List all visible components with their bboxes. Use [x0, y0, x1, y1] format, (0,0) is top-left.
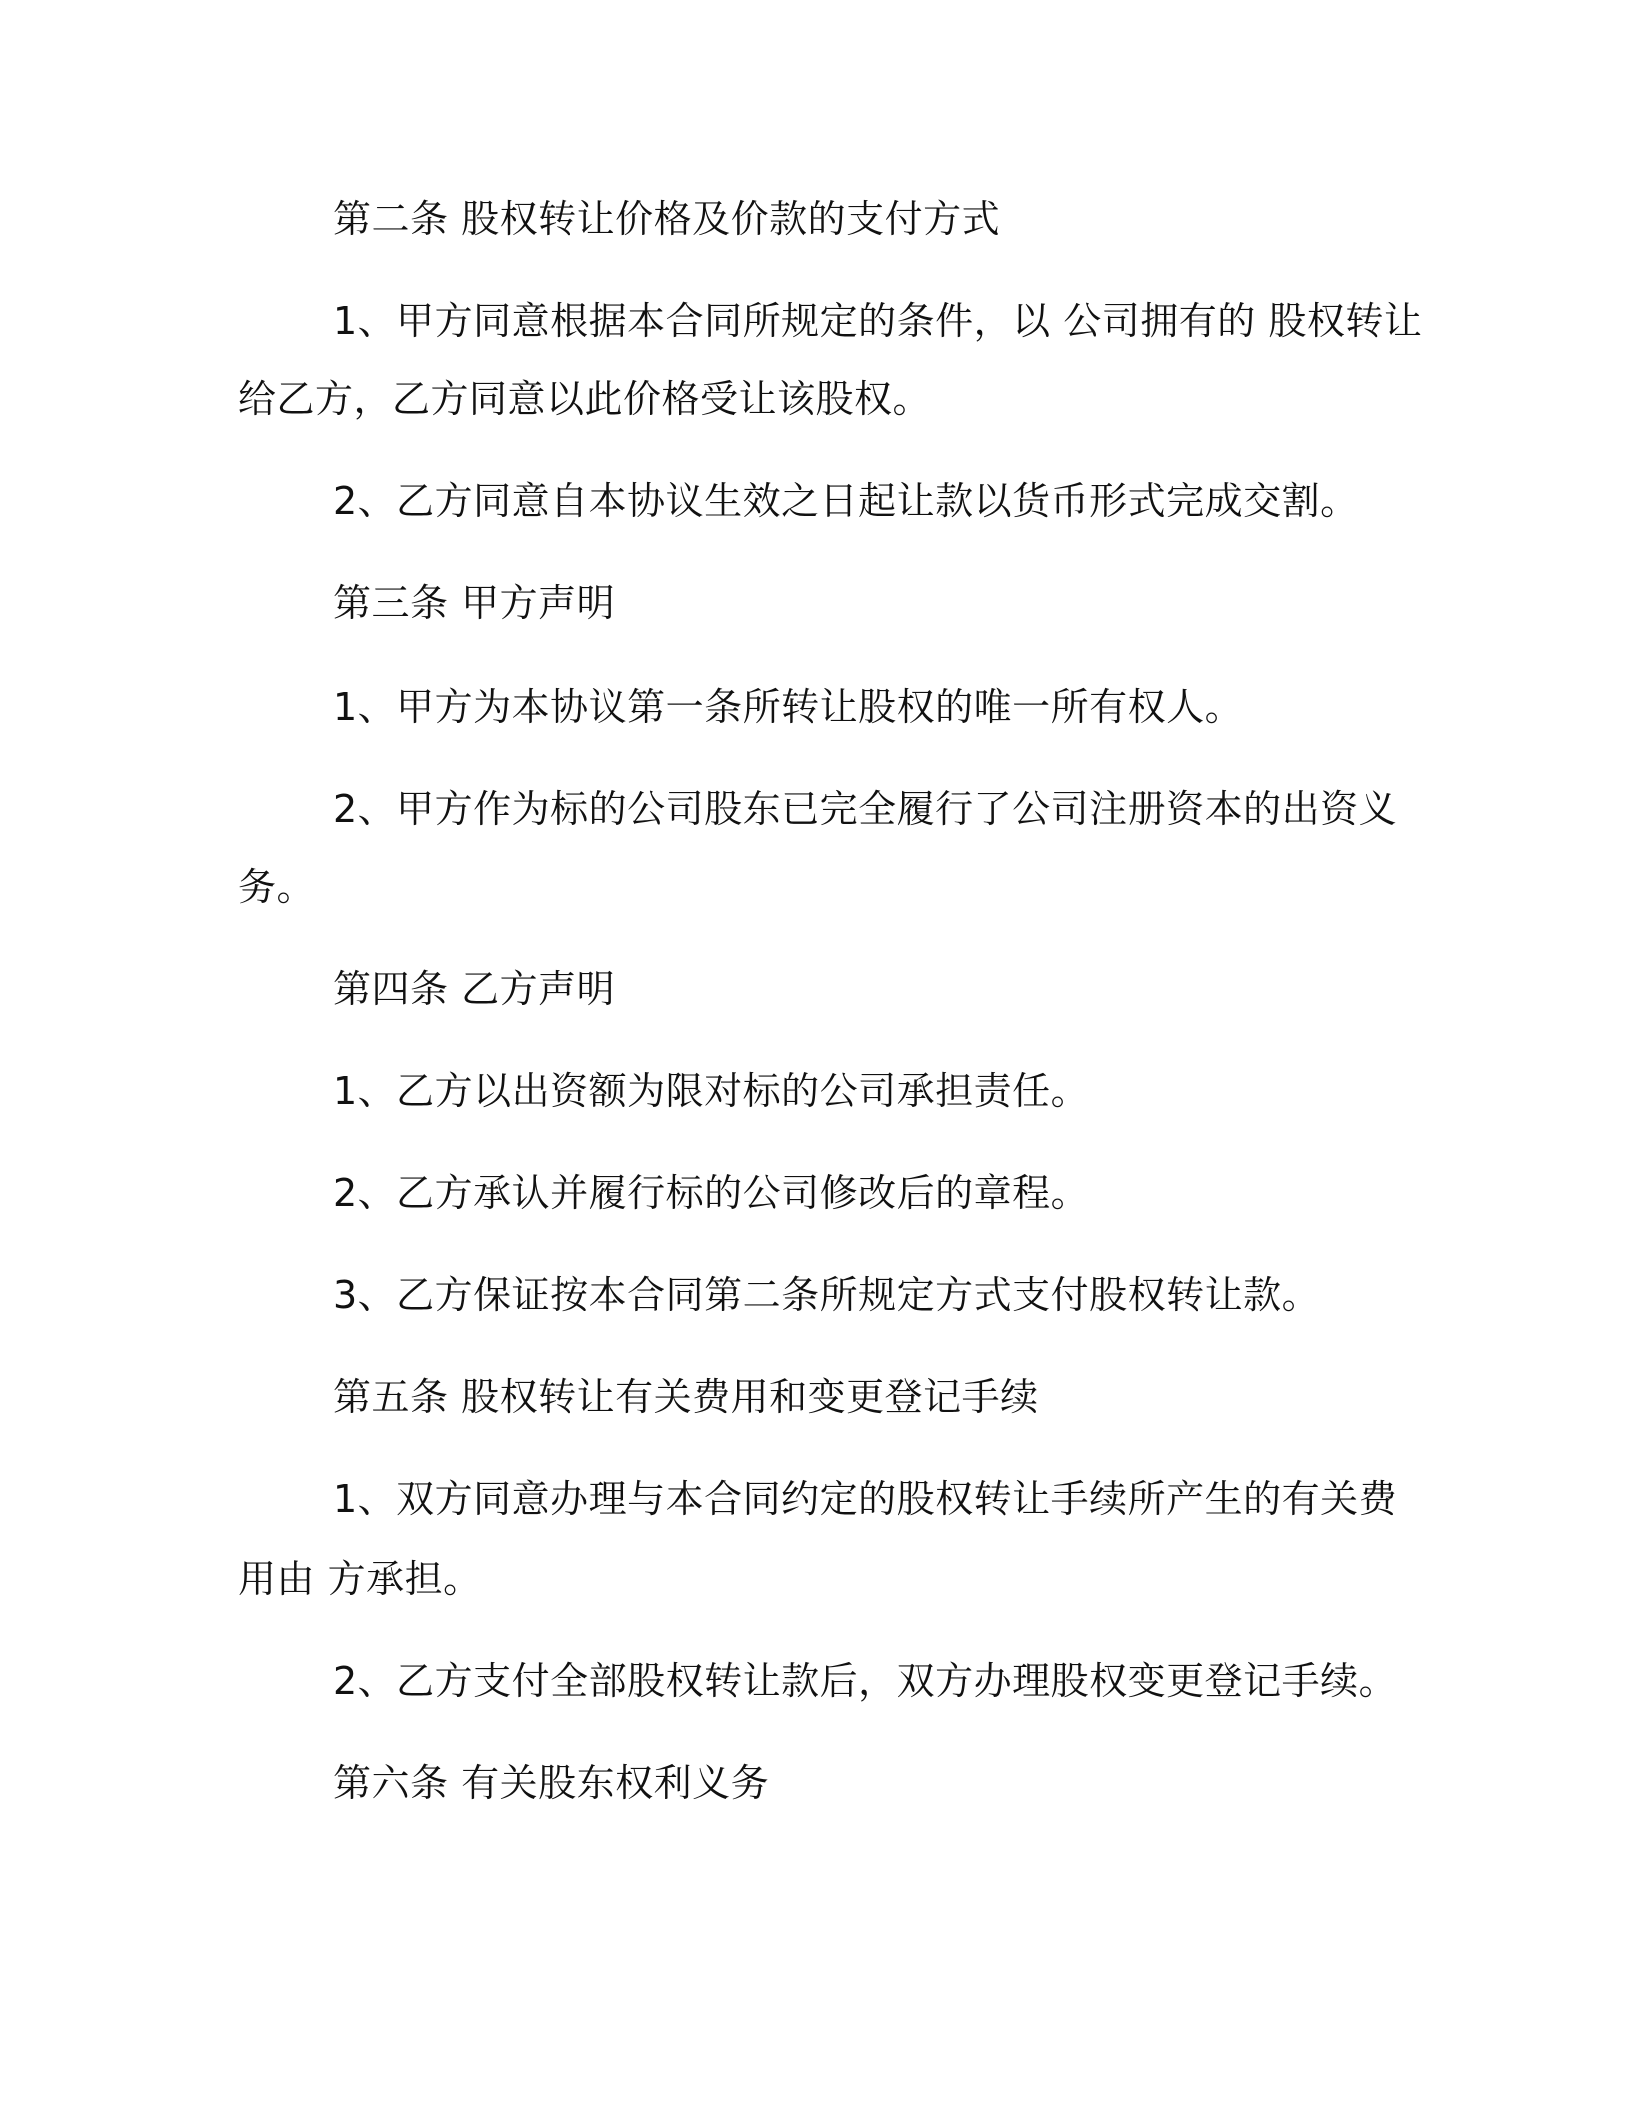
article-6-heading: 第六条 有关股东权利义务: [333, 1761, 770, 1805]
article-3-clause-1: 1、甲方为本协议第一条所转让股权的唯一所有权人。: [333, 685, 1244, 729]
article-5-heading: 第五条 股权转让有关费用和变更登记手续: [333, 1375, 1039, 1419]
article-3-heading: 第三条 甲方声明: [333, 581, 616, 625]
article-4-clause-1: 1、乙方以出资额为限对标的公司承担责任。: [333, 1069, 1090, 1113]
article-2-clause-2: 2、乙方同意自本协议生效之日起让款以货币形式完成交割。: [333, 479, 1359, 523]
article-2-heading: 第二条 股权转让价格及价款的支付方式: [333, 197, 1001, 241]
article-5-clause-2: 2、乙方支付全部股权转让款后，双方办理股权变更登记手续。: [333, 1659, 1398, 1703]
article-3-clause-2-cont: 务。: [238, 865, 316, 909]
article-4-clause-3: 3、乙方保证按本合同第二条所规定方式支付股权转让款。: [333, 1273, 1321, 1317]
article-5-clause-1-cont: 用由 方承担。: [238, 1557, 482, 1601]
article-5-clause-1: 1、双方同意办理与本合同约定的股权转让手续所产生的有关费: [333, 1477, 1398, 1521]
article-2-clause-1-cont: 给乙方，乙方同意以此价格受让该股权。: [238, 377, 932, 421]
article-4-heading: 第四条 乙方声明: [333, 967, 616, 1011]
article-2-clause-1: 1、甲方同意根据本合同所规定的条件，以 公司拥有的 股权转让: [333, 299, 1423, 343]
article-3-clause-2: 2、甲方作为标的公司股东已完全履行了公司注册资本的出资义: [333, 787, 1398, 831]
article-4-clause-2: 2、乙方承认并履行标的公司修改后的章程。: [333, 1171, 1090, 1215]
